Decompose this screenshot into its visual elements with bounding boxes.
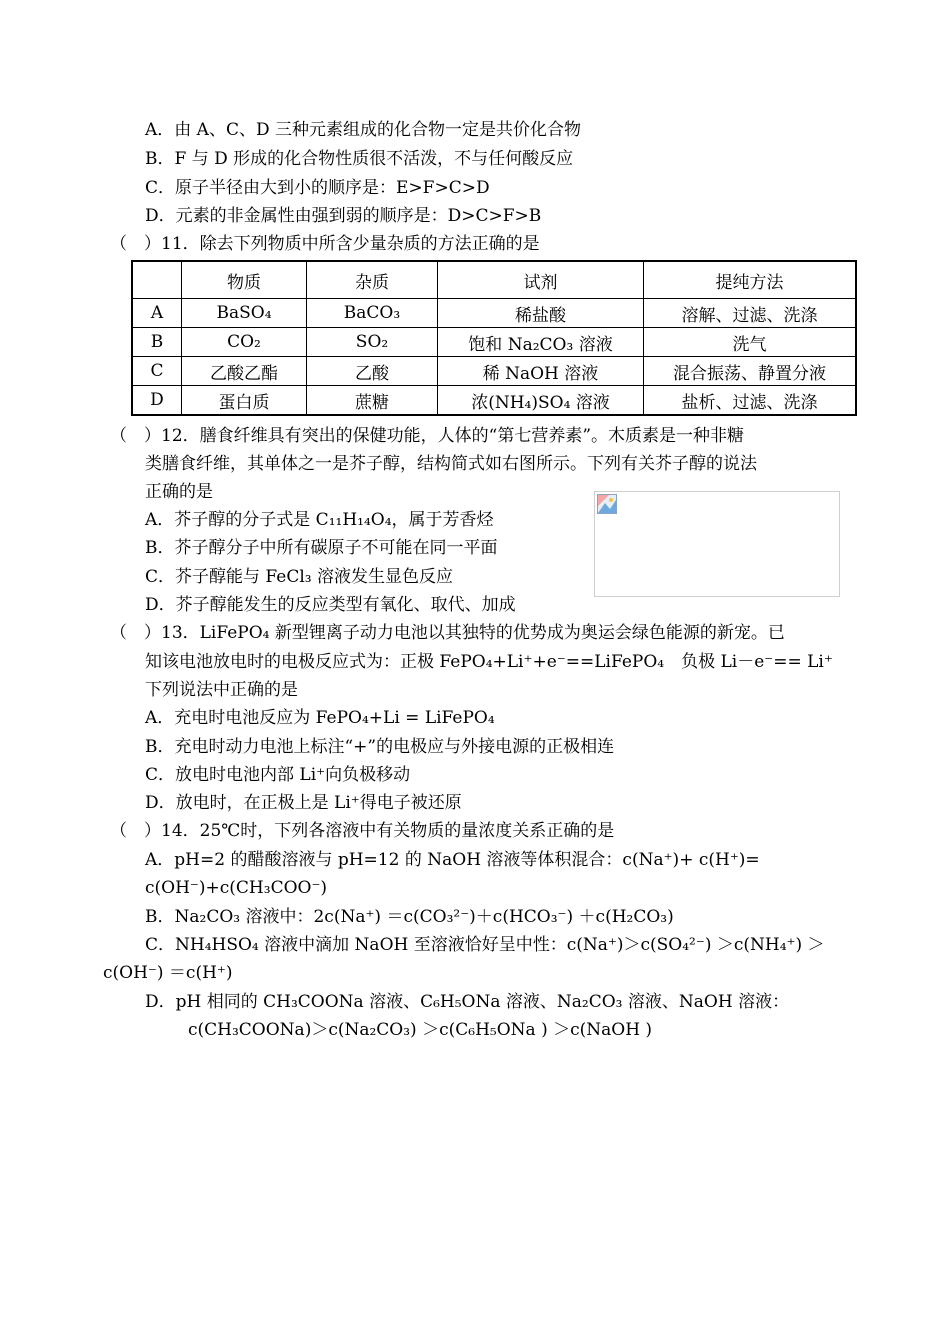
- q10-option-b: B．F 与 D 形成的化合物性质很不活泼，不与任何酸反应: [145, 149, 574, 169]
- table-cell: 洗气: [644, 328, 857, 357]
- table-header-cell: 杂质: [307, 261, 438, 299]
- table-cell: 浓(NH₄)SO₄ 溶液: [438, 386, 644, 416]
- table-cell: 溶解、过滤、洗涤: [644, 299, 857, 328]
- q14-stem: （ ）14．25℃时，下列各溶液中有关物质的量浓度关系正确的是: [110, 821, 615, 841]
- table-row: [132, 386, 856, 416]
- table-row: [132, 299, 856, 328]
- table-header-cell: 提纯方法: [644, 261, 857, 299]
- table-cell: 蛋白质: [182, 386, 307, 416]
- q10-option-c: C．原子半径由大到小的顺序是：E>F>C>D: [145, 178, 490, 198]
- q13-stem-line-2: 知该电池放电时的电极反应式为：正极 FePO₄+Li⁺+e⁻==LiFePO₄ 负极 Li－e⁻== Li⁺: [145, 652, 833, 672]
- q13-option-b: B．充电时动力电池上标注“+”的电极应与外接电源的正极相连: [145, 737, 615, 757]
- table-cell: 混合振荡、静置分液: [644, 357, 857, 386]
- table-cell: BaSO₄: [182, 299, 307, 328]
- q12-option-b: B．芥子醇分子中所有碳原子不可能在同一平面: [145, 538, 498, 558]
- table-cell: C: [132, 357, 182, 386]
- structure-figure-placeholder: [594, 491, 840, 597]
- table-cell: 饱和 Na₂CO₃ 溶液: [438, 328, 644, 357]
- table-header-cell: 物质: [182, 261, 307, 299]
- table-row: [132, 357, 856, 386]
- q13-stem-line-3: 下列说法中正确的是: [145, 680, 298, 700]
- q13-option-d: D．放电时，在正极上是 Li⁺得电子被还原: [145, 793, 462, 813]
- table-row: [132, 328, 856, 357]
- table-cell: 乙酸: [307, 357, 438, 386]
- table-cell: D: [132, 386, 182, 416]
- q14-option-b: B．Na₂CO₃ 溶液中：2c(Na⁺) ＝c(CO₃²⁻)＋c(HCO₃⁻) ＋c(H₂CO₃): [145, 907, 674, 927]
- table-cell: SO₂: [307, 328, 438, 357]
- broken-image-icon: [597, 494, 617, 514]
- q10-option-a: A．由 A、C、D 三种元素组成的化合物一定是共价化合物: [145, 120, 581, 140]
- table-cell: 蔗糖: [307, 386, 438, 416]
- table-header-row: [132, 261, 856, 299]
- q14-option-a-line-1: A．pH=2 的醋酸溶液与 pH=12 的 NaOH 溶液等体积混合：c(Na⁺)+ c(H⁺)=: [145, 850, 760, 870]
- table-cell: CO₂: [182, 328, 307, 357]
- q14-option-d-line-1: D．pH 相同的 CH₃COONa 溶液、C₆H₅ONa 溶液、Na₂CO₃ 溶液、NaOH 溶液：: [145, 992, 790, 1012]
- q13-option-c: C．放电时电池内部 Li⁺向负极移动: [145, 765, 411, 785]
- table-cell: A: [132, 299, 182, 328]
- table-cell: B: [132, 328, 182, 357]
- q11-table: [131, 260, 857, 416]
- table-cell: 乙酸乙酯: [182, 357, 307, 386]
- q12-stem-line-2: 类膳食纤维，其单体之一是芥子醇，结构简式如右图所示。下列有关芥子醇的说法: [145, 454, 757, 474]
- q14-option-c-line-2: c(OH⁻) ＝c(H⁺): [103, 963, 233, 983]
- table-cell: BaCO₃: [307, 299, 438, 328]
- q10-option-d: D．元素的非金属性由强到弱的顺序是：D>C>F>B: [145, 206, 542, 226]
- table-cell: 盐析、过滤、洗涤: [644, 386, 857, 416]
- q12-stem-line-1: （ ）12．膳食纤维具有突出的保健功能，人体的“第七营养素”。木质素是一种非糖: [110, 426, 745, 446]
- table-cell: 稀 NaOH 溶液: [438, 357, 644, 386]
- q12-option-c: C．芥子醇能与 FeCl₃ 溶液发生显色反应: [145, 567, 453, 587]
- q13-option-a: A．充电时电池反应为 FePO₄+Li = LiFePO₄: [145, 708, 495, 728]
- q11-stem: （ ）11．除去下列物质中所含少量杂质的方法正确的是: [110, 234, 540, 254]
- q12-option-d: D．芥子醇能发生的反应类型有氧化、取代、加成: [145, 595, 516, 615]
- table-header-cell: [132, 261, 182, 299]
- table-cell: 稀盐酸: [438, 299, 644, 328]
- q14-option-c-line-1: C．NH₄HSO₄ 溶液中滴加 NaOH 至溶液恰好呈中性：c(Na⁺)＞c(SO₄²⁻) ＞c(NH₄⁺) ＞: [145, 935, 825, 955]
- q12-stem-line-3: 正确的是: [145, 482, 213, 502]
- q13-stem-line-1: （ ）13．LiFePO₄ 新型锂离子动力电池以其独特的优势成为奥运会绿色能源的新宠。已: [110, 623, 785, 643]
- q14-option-a-line-2: c(OH⁻)+c(CH₃COO⁻): [145, 878, 328, 898]
- table-header-cell: 试剂: [438, 261, 644, 299]
- q12-option-a: A．芥子醇的分子式是 C₁₁H₁₄O₄，属于芳香烃: [145, 510, 494, 530]
- q14-option-d-line-2: c(CH₃COONa)＞c(Na₂CO₃) ＞c(C₆H₅ONa ) ＞c(NaOH ): [188, 1020, 653, 1040]
